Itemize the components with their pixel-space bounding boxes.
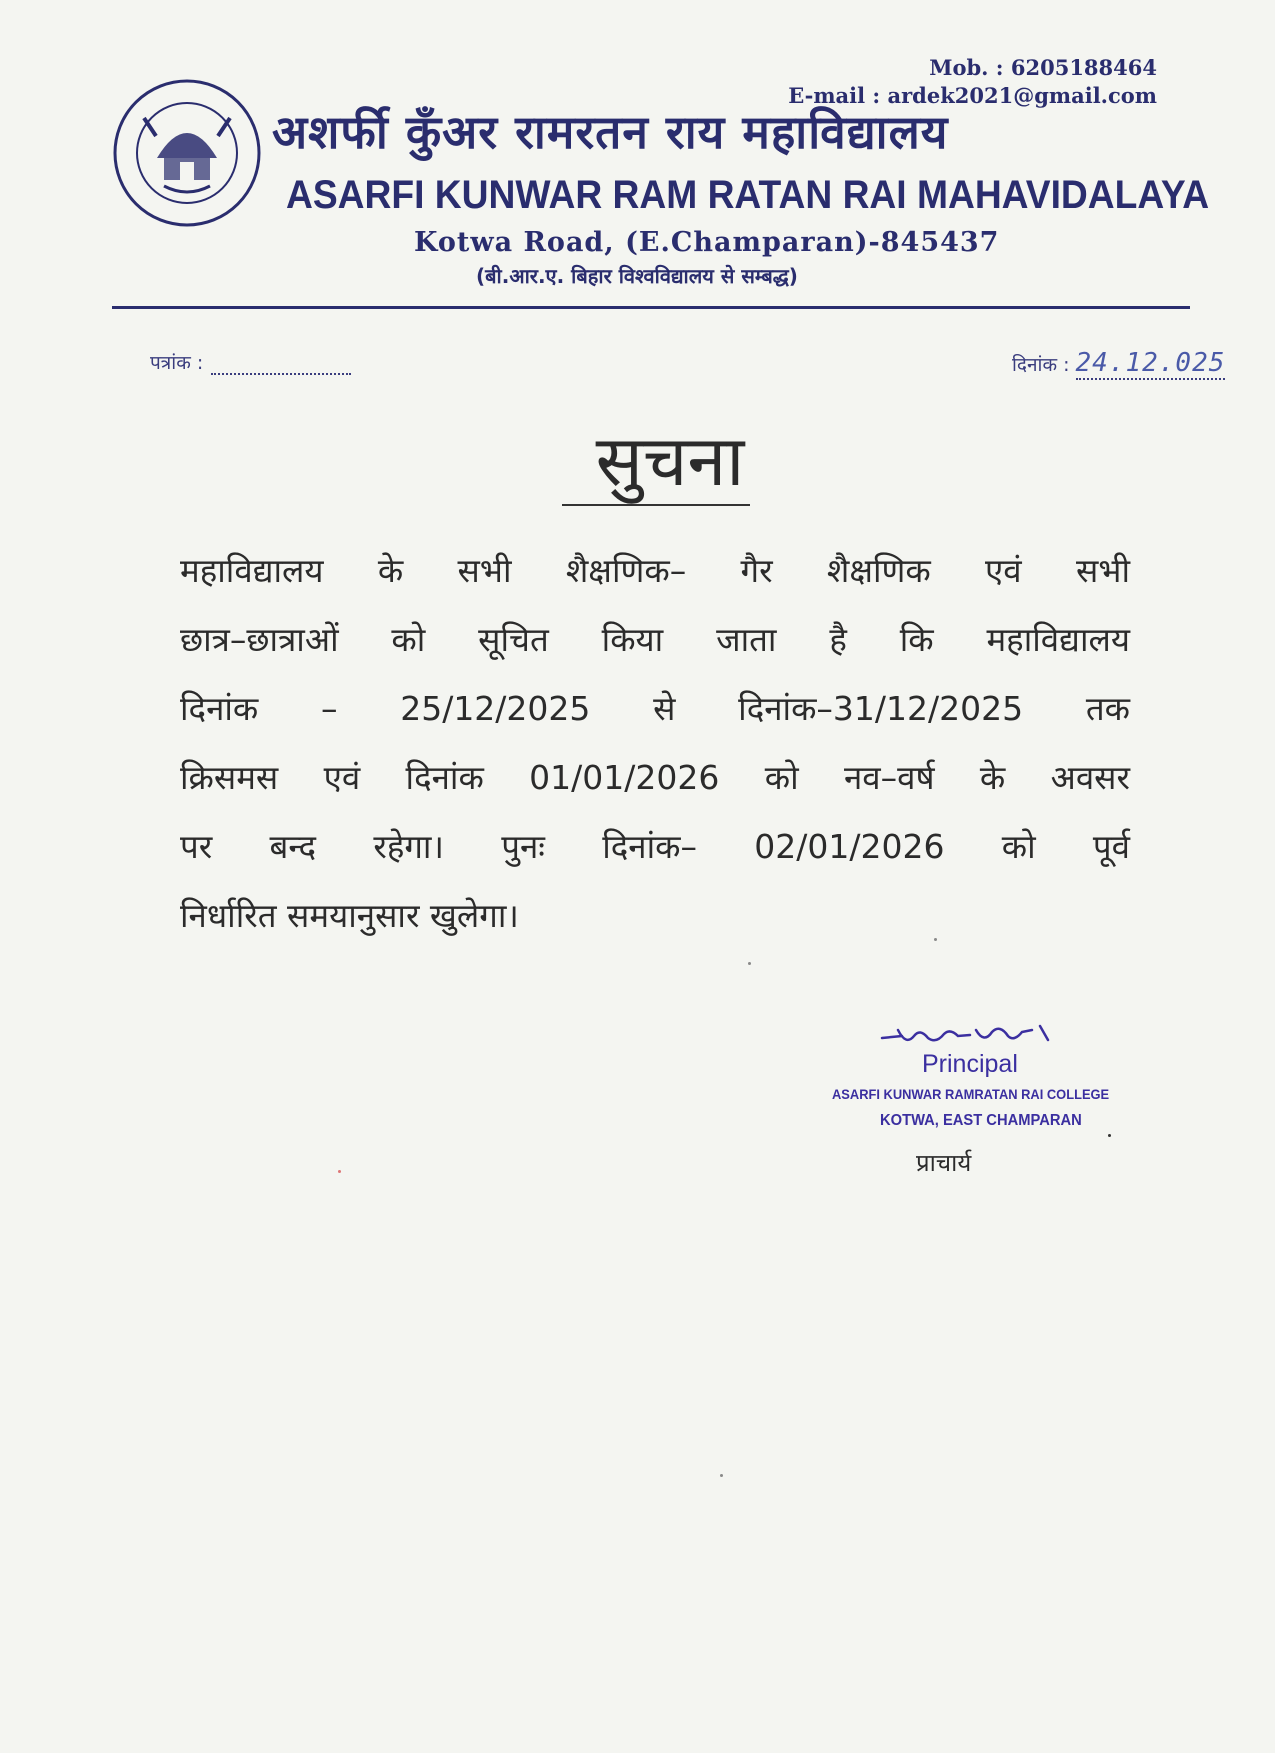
university-affiliation: (बी.आर.ए. बिहार विश्वविद्यालय से सम्बद्ध)	[476, 264, 798, 288]
paper-speck	[338, 1170, 341, 1173]
letterhead-divider	[112, 306, 1190, 309]
stamp-location: KOTWA, EAST CHAMPARAN	[880, 1112, 1082, 1129]
signatory-title: Principal	[922, 1050, 1018, 1078]
college-address: Kotwa Road, (E.Champaran)-845437	[414, 227, 1000, 258]
notice-line: क्रिसमस एवं दिनांक 01/01/2026 को नव–वर्ष के अवसर	[180, 758, 1130, 797]
notice-line: महाविद्यालय के सभी शैक्षणिक– गैर शैक्षणिक एवं सभी	[180, 551, 1130, 590]
mobile-number: Mob. : 6205188464	[929, 55, 1157, 80]
signatory-title-hindi: प्राचार्य	[916, 1149, 972, 1177]
letter-date	[1012, 348, 1225, 378]
college-name-hindi: अशर्फी कुँअर रामरतन राय महाविद्यालय	[272, 105, 949, 159]
notice-heading: सुचना	[595, 420, 745, 502]
paper-speck	[934, 938, 937, 941]
paper-speck	[748, 962, 751, 965]
notice-line: पर बन्द रहेगा। पुनः दिनांक– 02/01/2026 को पूर्व	[180, 827, 1130, 866]
paper-speck	[1108, 1134, 1111, 1137]
handwritten-signature	[880, 1020, 1050, 1052]
reference-label: पत्रांक :	[150, 352, 204, 374]
heading-underline	[562, 504, 750, 506]
notice-line: निर्धारित समयानुसार खुलेगा।	[180, 896, 519, 935]
contact-block	[788, 54, 1157, 110]
paper-speck	[720, 1474, 723, 1477]
notice-body	[180, 536, 1130, 950]
college-name-english: ASARFI KUNWAR RAM RATAN RAI MAHAVIDALAYA	[286, 173, 1210, 217]
notice-line: छात्र–छात्राओं को सूचित किया जाता है कि महाविद्यालय	[180, 620, 1130, 659]
reference-number	[150, 349, 351, 375]
stamp-college-name: ASARFI KUNWAR RAMRATAN RAI COLLEGE	[832, 1086, 1110, 1102]
date-value-handwritten: 24.12.025	[1075, 348, 1226, 378]
date-label: दिनांक :	[1012, 354, 1070, 376]
university-seal-logo	[112, 78, 262, 228]
reference-blank	[211, 357, 351, 375]
email-address: E-mail : ardek2021@gmail.com	[788, 83, 1157, 108]
notice-line: दिनांक – 25/12/2025 से दिनांक–31/12/2025 तक	[180, 689, 1130, 728]
